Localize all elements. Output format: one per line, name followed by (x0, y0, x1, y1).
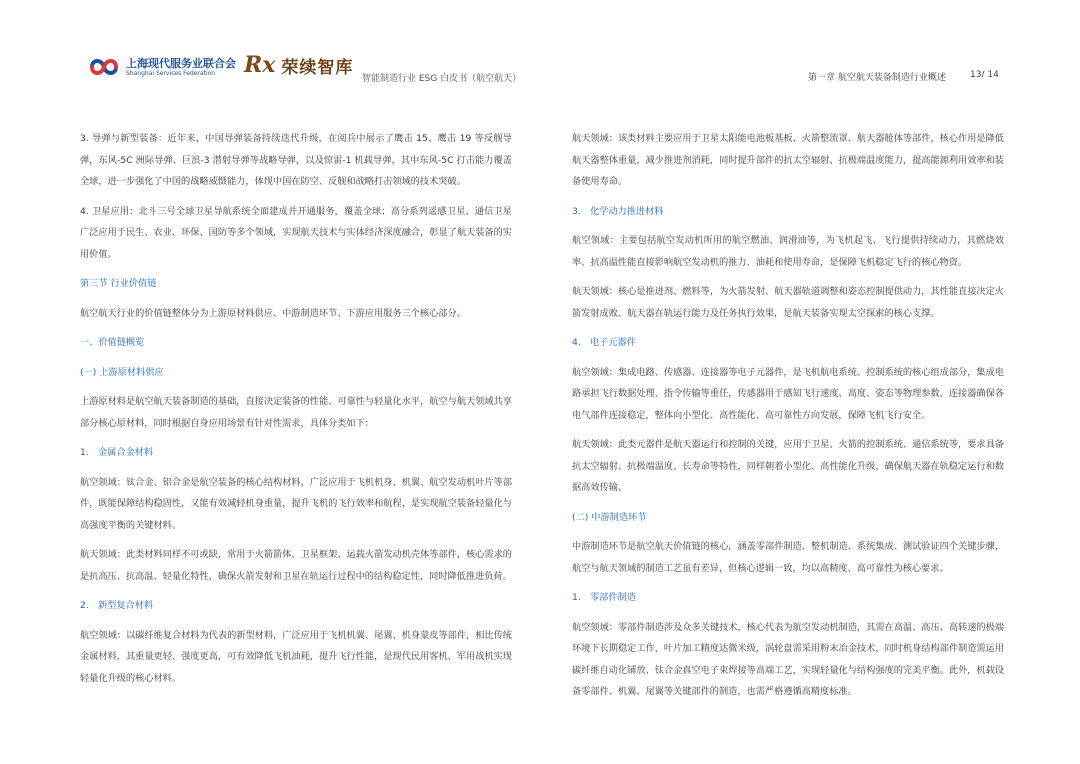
federation-logo (88, 54, 236, 80)
page-header (0, 0, 1080, 110)
paragraph: 3. 导弹与新型装备：近年来，中国导弹装备持续迭代升级，在阅兵中展示了鹰击 15、鹰击 19 等反舰导弹，东风-5C 洲际导弹、巨浪-3 潜射导弹等战略导弹，以及惊雷-1 机载导弹，其中东风-5C 打击能力覆盖全球，进一步强化了中国的战略威慑能力，体现中国在防空、反舰和战略打击领域的技术突破。 (80, 133, 512, 187)
paragraph: 航天领域：该类材料主要应用于卫星太阳能电池板基板、火箭整流罩、航天器舱体等部件，核心作用是降低航天器整体重量，减少推进剂消耗，同时提升部件的抗太空辐射、抗极端温度能力，提高能源利用效率和装备使用寿命。 (572, 133, 1004, 187)
section-heading: 1. 金属合金材料 (80, 447, 154, 458)
page-number: 13/ 14 (970, 70, 999, 80)
paragraph: 航天领域：此类材料同样不可或缺，常用于火箭箭体、卫星框架、运载火箭发动机壳体等部件，核心需求的是抗高压、抗高温、轻量化特性，确保火箭发射和卫星在轨运行过程中的结构稳定性，同时降低推进负荷。 (80, 549, 512, 582)
paragraph: 航天领域：此类元器件是航天器运行和控制的关键，应用于卫星、火箭的控制系统、通信系统等，要求具备抗太空辐射、抗极端温度、长寿命等特性，同样朝着小型化、高性能化升级，确保航天器在轨稳定运行和数据高效传输。 (572, 439, 1004, 493)
section-heading: 4. 电子元器件 (572, 337, 636, 348)
paragraph: 航空领域：集成电路、传感器、连接器等电子元器件，是飞机航电系统、控制系统的核心组成部分，集成电路承担飞行数据处理、指令传输等重任，传感器用于感知飞行速度、高度、姿态等物理参数，连接器确保各电气部件连接稳定，整体向小型化、高性能化、高可靠性方向发展，保障飞机飞行安全。 (572, 366, 1004, 421)
brand-logo (244, 52, 353, 78)
right-column (572, 128, 1004, 711)
paragraph: 航空航天行业的价值链整体分为上游原材料供应、中游制造环节、下游应用服务三个核心部分。 (80, 307, 466, 319)
section-heading: 2. 新型复合材料 (80, 600, 154, 611)
document-subtitle: 智能制造行业 ESG 白皮书（航空航天） (362, 74, 522, 84)
paragraph: 航空领域：钛合金、铝合金是航空装备的核心结构材料，广泛应用于飞机机身、机翼、航空发动机叶片等部件，既能保障结构稳固性，又能有效减轻机身重量，提升飞机的飞行效率和航程，是实现航空装备轻量化与高强度平衡的关键材料。 (80, 476, 512, 531)
federation-name-en: Shanghai Services Federation (126, 69, 216, 77)
paragraph: 上游原材料是航空航天装备制造的基础，直接决定装备的性能、可靠性与轻量化水平，航空与航天领域共享部分核心原材料，同时根据自身应用场景有针对性需求，具体分类如下： (80, 396, 512, 429)
paragraph: 航空领域：以碳纤维复合材料为代表的新型材料，广泛应用于飞机机翼、尾翼、机身蒙皮等部件，相比传统金属材料，其重量更轻、强度更高，可有效降低飞机油耗，提升飞行性能，是现代民用客机、军用战机实现轻量化升级的核心材料。 (80, 629, 512, 684)
chapter-title: 第一章 航空航天装备制造行业概述 (808, 73, 946, 83)
paragraph: 航天领域：核心是推进剂、燃料等，为火箭发射、航天器轨道调整和姿态控制提供动力，其性能直接决定火箭发射成败、航天器在轨运行能力及任务执行效果，是航天装备实现太空探索的核心支撑。 (572, 286, 1004, 319)
paragraph: 中游制造环节是航空航天价值链的核心，涵盖零部件制造、整机制造、系统集成、测试验证四个关键步骤，航空与航天领域的制造工艺虽有差异，但核心逻辑一致，均以高精度、高可靠性为核心要求。 (572, 541, 1004, 574)
paragraph: 4. 卫星应用：北斗三号全球卫星导航系统全面建成并开通服务，覆盖全球；高分系列遥感卫星、通信卫星广泛应用于民生、农业、环保、国防等多个领域，实现航天技术与实体经济深度融合，彰显了航天装备的实用价值。 (80, 205, 512, 260)
section-heading: 1. 零部件制造 (572, 592, 636, 603)
brand-mark: Rx (244, 52, 276, 78)
paragraph: 航空领域：零部件制造涉及众多关键技术，核心代表为航空发动机制造，其需在高温、高压、高转速的极端环境下长期稳定工作，叶片加工精度达微米级，涡轮盘需采用粉末冶金技术，同时机身结构部件制造需运用碳纤维自动化铺放、钛合金真空电子束焊接等高端工艺，实现轻量化与结构强度的完美平衡。此外，机载设备零部件、机翼、尾翼等关键部件的制造，也需严格遵循高精度标准。 (572, 621, 1004, 697)
paragraph: 航空领域：主要包括航空发动机所用的航空燃油、润滑油等，为飞机起飞、飞行提供持续动力，其燃烧效率、抗高温性能直接影响航空发动机的推力、油耗和使用寿命，是保障飞机稳定飞行的核心物资。 (572, 235, 1004, 268)
section-heading: (一) 上游原材料供应 (80, 366, 164, 378)
federation-emblem-icon (88, 54, 120, 80)
section-heading: (二) 中游制造环节 (572, 511, 647, 523)
section-heading: 一、价值链概览 (80, 337, 145, 348)
brand-name: 荣续智库 (281, 57, 354, 78)
left-column (80, 128, 512, 697)
section-heading: 3. 化学动力推进材料 (572, 205, 664, 217)
section-heading: 第三节 行业价值链 (80, 278, 157, 289)
federation-name-cn: 上海现代服务业联合会 (126, 56, 236, 70)
